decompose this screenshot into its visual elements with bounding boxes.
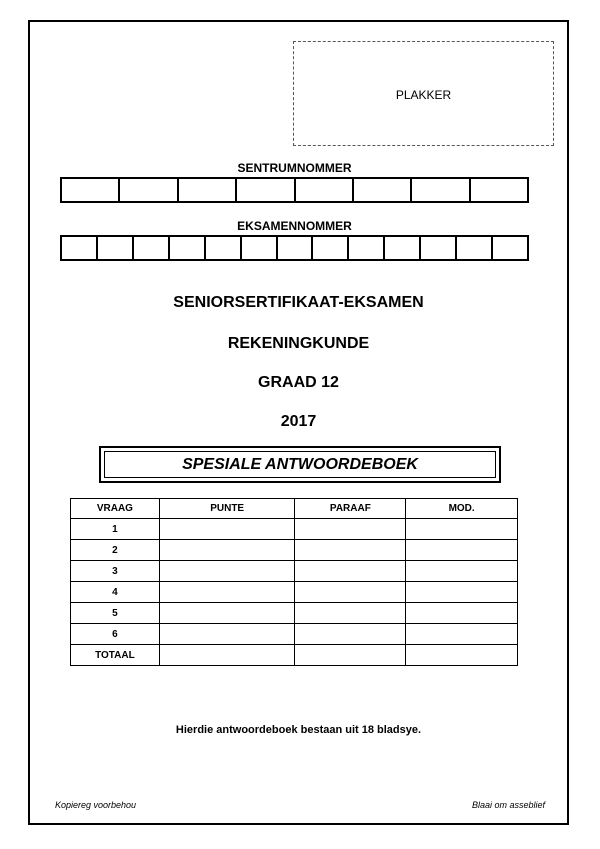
initial-cell[interactable] [295, 582, 406, 603]
initial-cell[interactable] [295, 624, 406, 645]
sticker-label: PLAKKER [395, 88, 452, 102]
exam-title: SENIORSERTIFIKAAT-EKSAMEN [173, 294, 424, 311]
table-row [71, 582, 518, 603]
moderation-cell[interactable] [406, 540, 518, 561]
table-row [71, 519, 518, 540]
question-number: 3 [71, 561, 160, 582]
table-row [71, 603, 518, 624]
table-row [71, 561, 518, 582]
moderation-cell[interactable] [406, 519, 518, 540]
moderation-cell[interactable] [406, 561, 518, 582]
centre-number-box[interactable] [471, 177, 529, 203]
exam-number-box[interactable] [313, 235, 349, 261]
initial-cell[interactable] [295, 540, 406, 561]
question-number: 4 [71, 582, 160, 603]
sticker-area [293, 41, 554, 146]
centre-number-box[interactable] [412, 177, 470, 203]
centre-number-box[interactable] [354, 177, 412, 203]
exam-number-box[interactable] [385, 235, 421, 261]
header-moderation: MOD. [406, 499, 518, 519]
page-count-note: Hierdie antwoordeboek bestaan uit 18 bladsye. [175, 724, 422, 736]
question-number: 1 [71, 519, 160, 540]
marks-cell[interactable] [159, 540, 295, 561]
exam-number-boxes [60, 235, 529, 261]
initial-cell[interactable] [295, 603, 406, 624]
table-row [71, 624, 518, 645]
centre-number-box[interactable] [179, 177, 237, 203]
banner-text: SPESIALE ANTWOORDEBOEK [104, 451, 496, 478]
marks-cell[interactable] [159, 519, 295, 540]
marks-table [70, 498, 518, 666]
initial-cell[interactable] [295, 645, 406, 666]
table-row-total [71, 645, 518, 666]
marks-cell[interactable] [159, 561, 295, 582]
year-title: 2017 [280, 413, 317, 430]
marks-cell[interactable] [159, 645, 295, 666]
exam-number-box[interactable] [62, 235, 98, 261]
exam-number-box[interactable] [457, 235, 493, 261]
centre-number-label: SENTRUMNOMMER [237, 161, 352, 175]
header-marks: PUNTE [159, 499, 295, 519]
exam-number-label: EKSAMENNOMMER [237, 219, 352, 233]
exam-number-box[interactable] [421, 235, 457, 261]
footer-copyright: Kopiereg voorbehou [55, 800, 137, 810]
moderation-cell[interactable] [406, 582, 518, 603]
exam-number-box[interactable] [170, 235, 206, 261]
exam-number-box[interactable] [242, 235, 278, 261]
header-question: VRAAG [71, 499, 160, 519]
initial-cell[interactable] [295, 561, 406, 582]
marks-cell[interactable] [159, 624, 295, 645]
centre-number-boxes [60, 177, 529, 203]
moderation-cell[interactable] [406, 624, 518, 645]
moderation-cell[interactable] [406, 603, 518, 624]
centre-number-box[interactable] [237, 177, 295, 203]
subject-title: REKENINGKUNDE [227, 335, 370, 352]
footer-turn-page: Blaai om asseblief [471, 800, 545, 810]
marks-cell[interactable] [159, 603, 295, 624]
centre-number-box[interactable] [62, 177, 120, 203]
answer-book-banner [99, 446, 501, 483]
initial-cell[interactable] [295, 519, 406, 540]
grade-title: GRAAD 12 [258, 374, 339, 391]
exam-number-box[interactable] [134, 235, 170, 261]
question-number: 5 [71, 603, 160, 624]
exam-number-box[interactable] [98, 235, 134, 261]
table-row [71, 540, 518, 561]
question-number: 6 [71, 624, 160, 645]
exam-number-box[interactable] [278, 235, 314, 261]
marks-header-row [71, 499, 518, 519]
moderation-cell[interactable] [406, 645, 518, 666]
header-initial: PARAAF [295, 499, 406, 519]
exam-number-box[interactable] [349, 235, 385, 261]
exam-number-box[interactable] [206, 235, 242, 261]
centre-number-box[interactable] [296, 177, 354, 203]
marks-cell[interactable] [159, 582, 295, 603]
exam-number-box[interactable] [493, 235, 529, 261]
total-label: TOTAAL [71, 645, 160, 666]
centre-number-box[interactable] [120, 177, 178, 203]
question-number: 2 [71, 540, 160, 561]
